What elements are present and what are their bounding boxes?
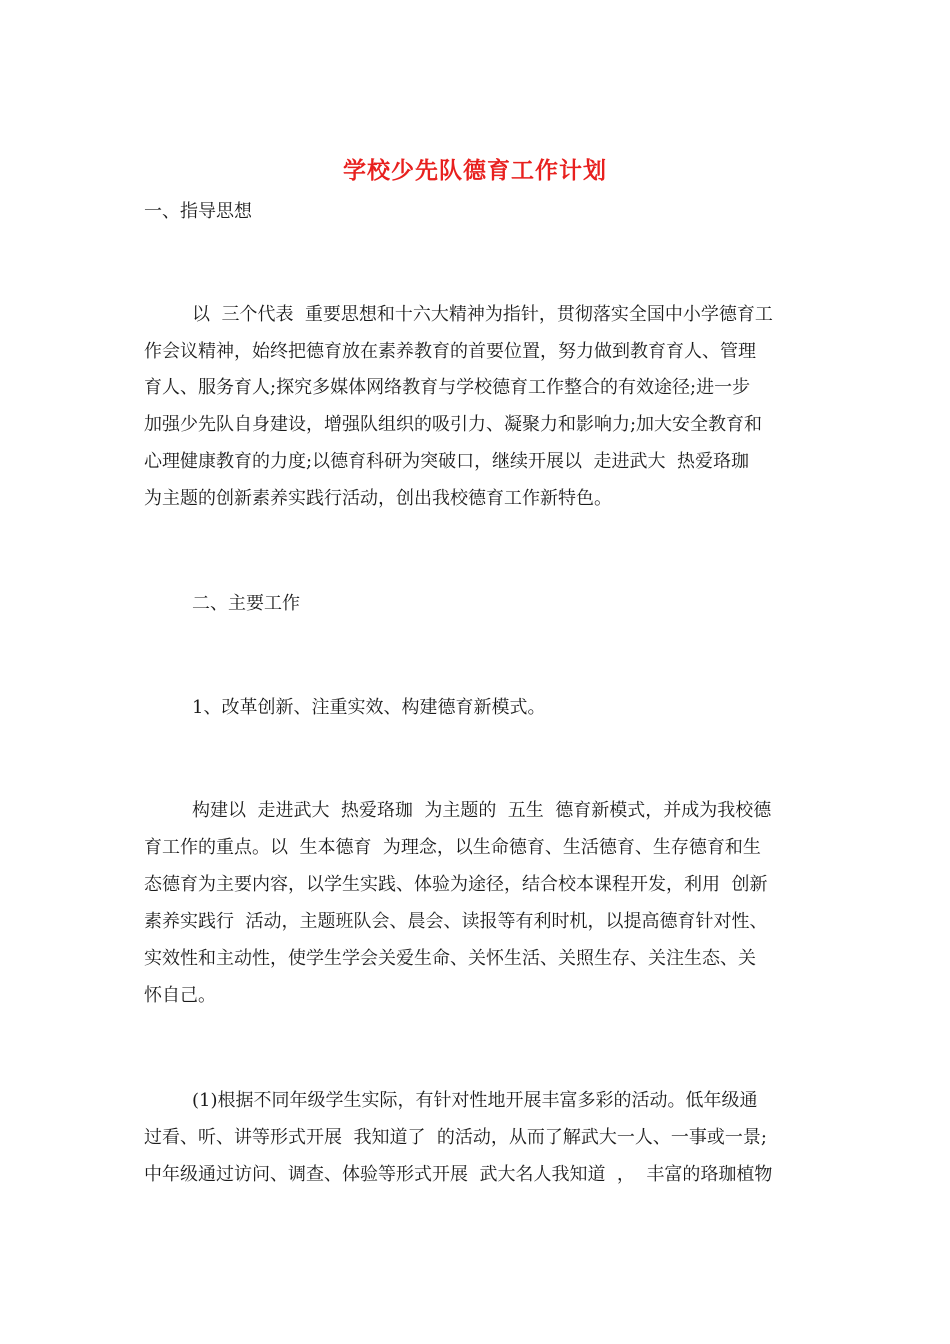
- paragraph-line: (1)根据不同年级学生实际，有针对性地开展丰富多彩的活动。低年级通: [192, 1090, 758, 1111]
- paragraph-line: 素养实践行 活动，主题班队会、晨会、读报等有利时机，以提高德育针对性、: [144, 911, 768, 932]
- paragraph-line: 心理健康教育的力度;以德育科研为突破口，继续开展以 走进武大 热爱珞珈: [144, 451, 749, 472]
- paragraph-line: 为主题的创新素养实践行活动，创出我校德育工作新特色。: [144, 488, 612, 509]
- paragraph-line: 育人、服务育人;探究多媒体网络教育与学校德育工作整合的有效途径;进一步: [144, 377, 751, 398]
- paragraph-line: 育工作的重点。以 生本德育 为理念，以生命德育、生活德育、生存德育和生: [144, 837, 761, 858]
- paragraph-line: 以 三个代表 重要思想和十六大精神为指针，贯彻落实全国中小学德育工: [192, 304, 773, 325]
- paragraph-line: 实效性和主动性，使学生学会关爱生命、关怀生活、关照生存、关注生态、关: [144, 948, 756, 969]
- paragraph-line: 中年级通过访问、调查、体验等形式开展 武大名人我知道 ， 丰富的珞珈植物: [144, 1164, 773, 1185]
- paragraph-line: 构建以 走进武大 热爱珞珈 为主题的 五生 德育新模式，并成为我校德: [192, 800, 772, 821]
- section-heading-main-work: 二、主要工作: [192, 593, 300, 614]
- paragraph-line: 过看、听、讲等形式开展 我知道了 的活动，从而了解武大一人、一事或一景;: [144, 1127, 767, 1148]
- item-heading: 1、改革创新、注重实效、构建德育新模式。: [192, 697, 546, 718]
- paragraph-line: 怀自己。: [144, 985, 216, 1006]
- paragraph-line: 作会议精神，始终把德育放在素养教育的首要位置，努力做到教育育人、管理: [144, 341, 756, 362]
- section-heading-guiding-thought: 一、指导思想: [144, 201, 252, 222]
- paragraph-line: 加强少先队自身建设，增强队组织的吸引力、凝聚力和影响力;加大安全教育和: [144, 414, 763, 435]
- document-title: 学校少先队德育工作计划: [343, 157, 607, 184]
- paragraph-line: 态德育为主要内容，以学生实践、体验为途径，结合校本课程开发，利用 创新: [144, 874, 768, 895]
